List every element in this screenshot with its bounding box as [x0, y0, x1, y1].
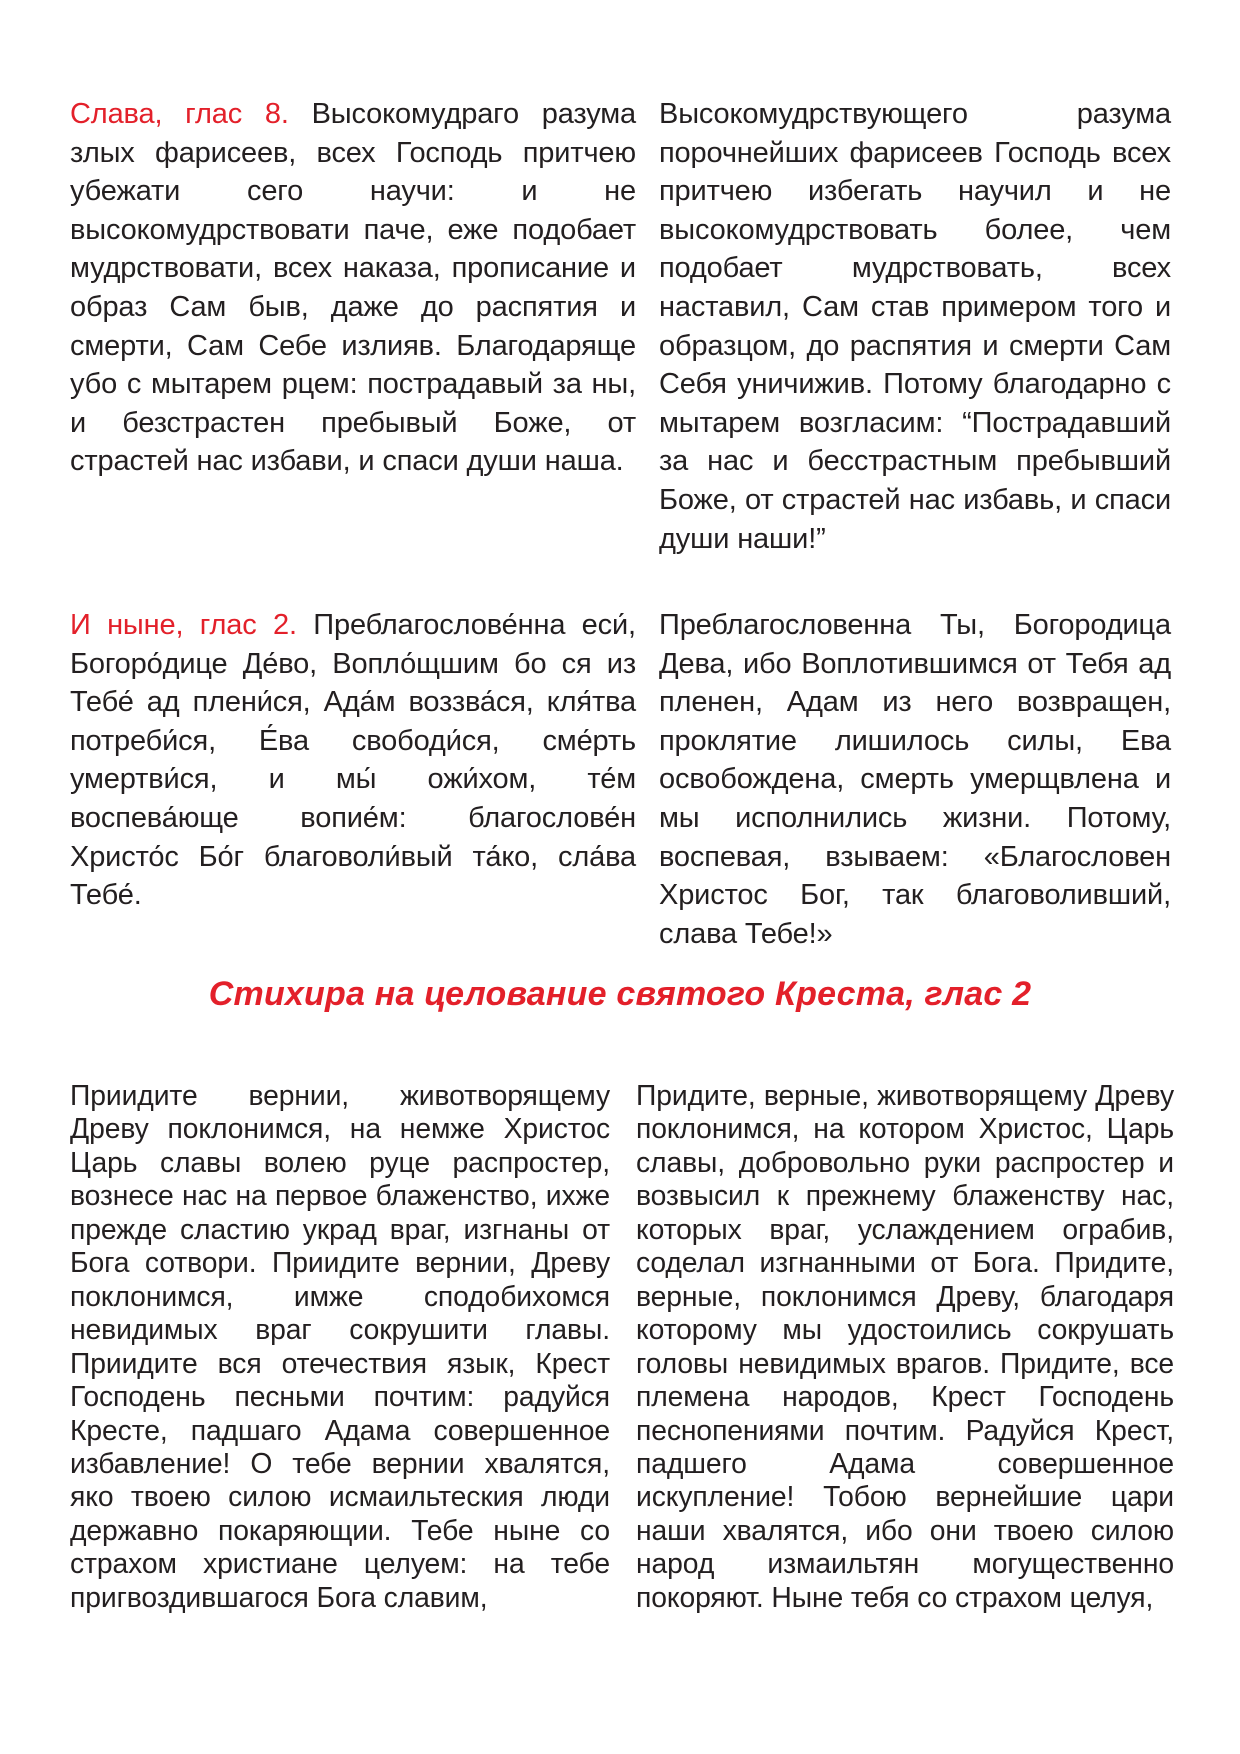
i-nyne-russian-text: Преблагословенна Ты, Богородица Дева, ибо Воплотившимся от Тебя ад пленен, Адам из него возвращен, проклятие лишилось силы, Ева освобождена, смерть умерщвлена и мы исполнились жизни. Потому, воспевая, взываем: «Благословен Христос Бог, так благоволивший, слава Тебе!»: [659, 609, 1171, 950]
i-nyne-slavonic-text: [70, 606, 636, 953]
section-slava: [70, 95, 1172, 558]
stichera-slavonic-text: Приидите вернии, животворящему Древу поклонимся, на немже Христос Царь славы волею руце распростер, вознесе нас на первое блаженство, ихже прежде сластию украд враг, изгнаны от Бога сотвори. Приидите вернии, Древу поклонимся, имже сподобихомся невидимых враг сокрушити главы. Приидите вся отечествия язык, Крест Господень песньми почтим: радуйся Кресте, падшаго Адама совершенное избавление! О тебе вернии хвалятся, яко твоею силою исмаильтеския люди державно покаряющии. Тебе ныне со страхом христиане целуем: на тебе пригвоздившагося Бога славим,: [70, 1079, 610, 1613]
i-nyne-slavonic-body: Преблагослове́нна еси́, Богоро́дице Де́во, Вопло́щшим бо ся из Тебе́ ад плени́ся, Ада́м воззва́ся, кля́тва потреби́ся, Е́ва свободи́ся, сме́рть умертви́ся, и мы́ ожи́хом, те́м воспева́юще вопие́м: благослове́н Христо́с Бо́г благоволи́вый та́ко, сла́ва Тебе́.: [70, 609, 636, 912]
slava-label: Слава, глас 8.: [70, 98, 289, 130]
stichera-heading: Стихира на целование святого Креста, глас 2: [208, 975, 1032, 1013]
slava-russian-text: Высокомудрствующего разума порочнейших фарисеев Господь всех притчею избегать научил и не высокомудрствовать более, чем подобает мудрствовать, всех наставил, Сам став примером того и образцом, до распятия и смерти Сам Себя уничижив. Потому благодарно с мытарем возгласим: “Пострадавший за нас и бесстрастным пребывший Боже, от страстей нас избавь, и спаси души наши!”: [659, 98, 1171, 555]
section-stichera: [70, 1079, 1174, 1614]
slava-slavonic-text: [70, 95, 636, 558]
section-i-nyne: [70, 606, 1172, 953]
slava-slavonic-body: Высокомудраго разума злых фарисеев, всех Господь притчею убежати сего научи: и не высокомудрствовати паче, еже подобает мудрствовати, всех наказа, прописание и образ Сам быв, даже до распятия и смерти, Сам Себе излияв. Благодаряще убо с мытарем рцем: пострадавый за ны, и безстрастен пребывый Боже, от страстей нас избави, и спаси души наша.: [70, 98, 636, 478]
stichera-russian-text: Придите, верные, животворящему Древу поклонимся, на котором Христос, Царь славы, добровольно руки распростер и возвысил к прежнему блаженству нас, которых враг, услаждением ограбив, соделал изгнанными от Бога. Придите, верные, поклонимся Древу, благодаря которому мы удостоились сокрушать головы невидимых врагов. Придите, все племена народов, Крест Господень песнопениями почтим. Радуйся Крест, падшего Адама совершенное искупление! Тобою вернейшие цари наши хвалятся, ибо они твоею силою народ измаильтян могущественно покоряют. Ныне тебя со страхом целуя,: [636, 1079, 1174, 1613]
i-nyne-label: И ныне, глас 2.: [70, 609, 297, 641]
